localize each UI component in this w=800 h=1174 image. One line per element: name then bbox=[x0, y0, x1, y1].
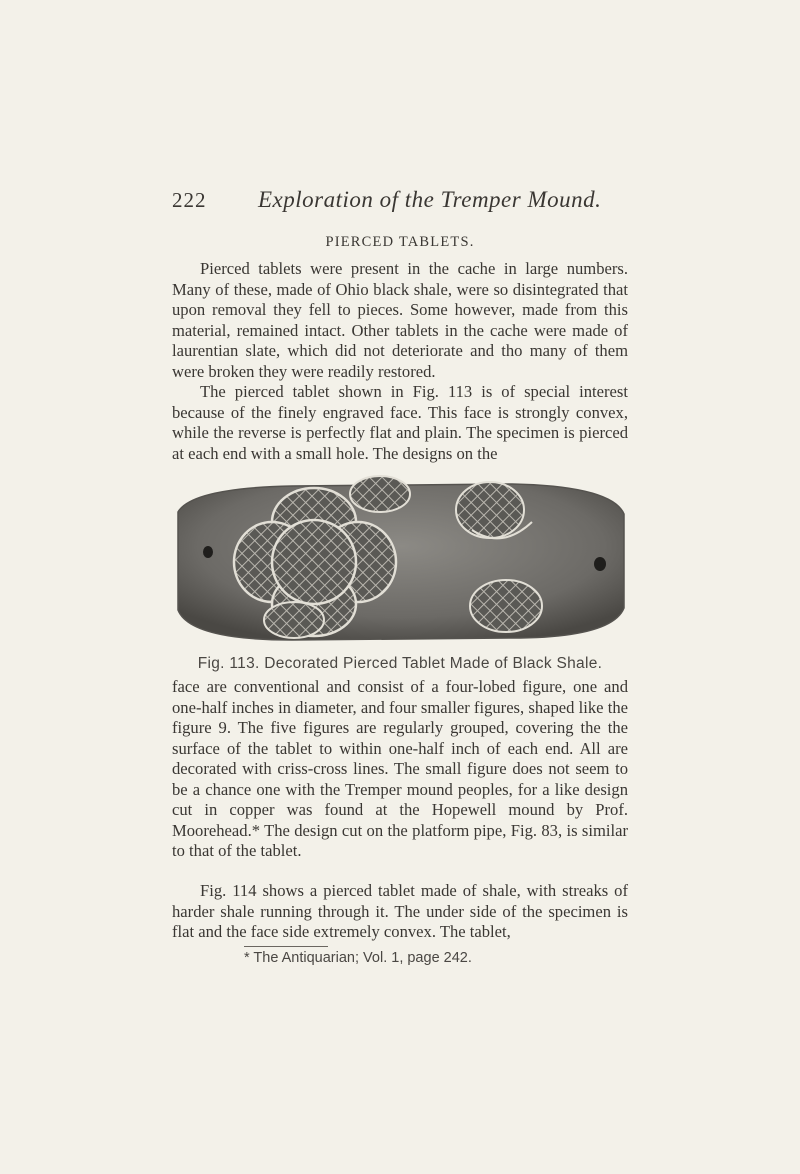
small-figure-top bbox=[350, 476, 410, 512]
running-title: Exploration of the Tremper Mound. bbox=[258, 187, 602, 212]
pierced-hole-left bbox=[203, 546, 213, 558]
section-heading: PIERCED TABLETS. bbox=[325, 234, 475, 250]
footnote-rule bbox=[244, 946, 328, 947]
running-head bbox=[172, 188, 632, 218]
footnote: * The Antiquarian; Vol. 1, page 242. bbox=[244, 950, 472, 966]
figure-caption: Fig. 113. Decorated Pierced Tablet Made of Black Shale. bbox=[197, 655, 603, 672]
small-figure-bottom-right bbox=[470, 580, 542, 632]
paragraph-3: face are conventional and consist of a four-lobed figure, one and one-half inches in diameter, and four smaller figures, shaped like the figure 9. The five figures are regularly grouped, covering the the surface of the tablet to within one-half inch of each end. All are decorated with criss-cross lines. The small figure does not seem to be a chance one with the Tremper mound peoples, for a like design cut in copper was found at the Hopewell mound by Prof. Moorehead.* The design cut on the platform pipe, Fig. 83, is similar to that of the tablet. bbox=[172, 677, 628, 860]
paragraph-1: Pierced tablets were present in the cache in large numbers. Many of these, made of Ohio black shale, were so disintegrated that upon removal they fell to pieces. Some however, made from this material, remained intact. Other tablets in the cache were made of laurentian slate, which did not deteriorate and tho many of them were broken they were readily restored. bbox=[172, 259, 628, 381]
paragraph-4: Fig. 114 shows a pierced tablet made of shale, with streaks of harder shale running through it. The under side of the specimen is flat and the face side extremely convex. The tablet, bbox=[172, 881, 628, 941]
paragraph-2: The pierced tablet shown in Fig. 113 is of special interest because of the finely engraved face. This face is strongly convex, while the reverse is perfectly flat and plain. The specimen is pierced at each end with a small hole. The designs on the bbox=[172, 382, 628, 463]
pierced-hole-right bbox=[594, 557, 606, 571]
page-number: 222 bbox=[172, 188, 207, 212]
small-figure-bottom-left bbox=[264, 602, 324, 638]
tablet-photograph bbox=[172, 470, 628, 652]
